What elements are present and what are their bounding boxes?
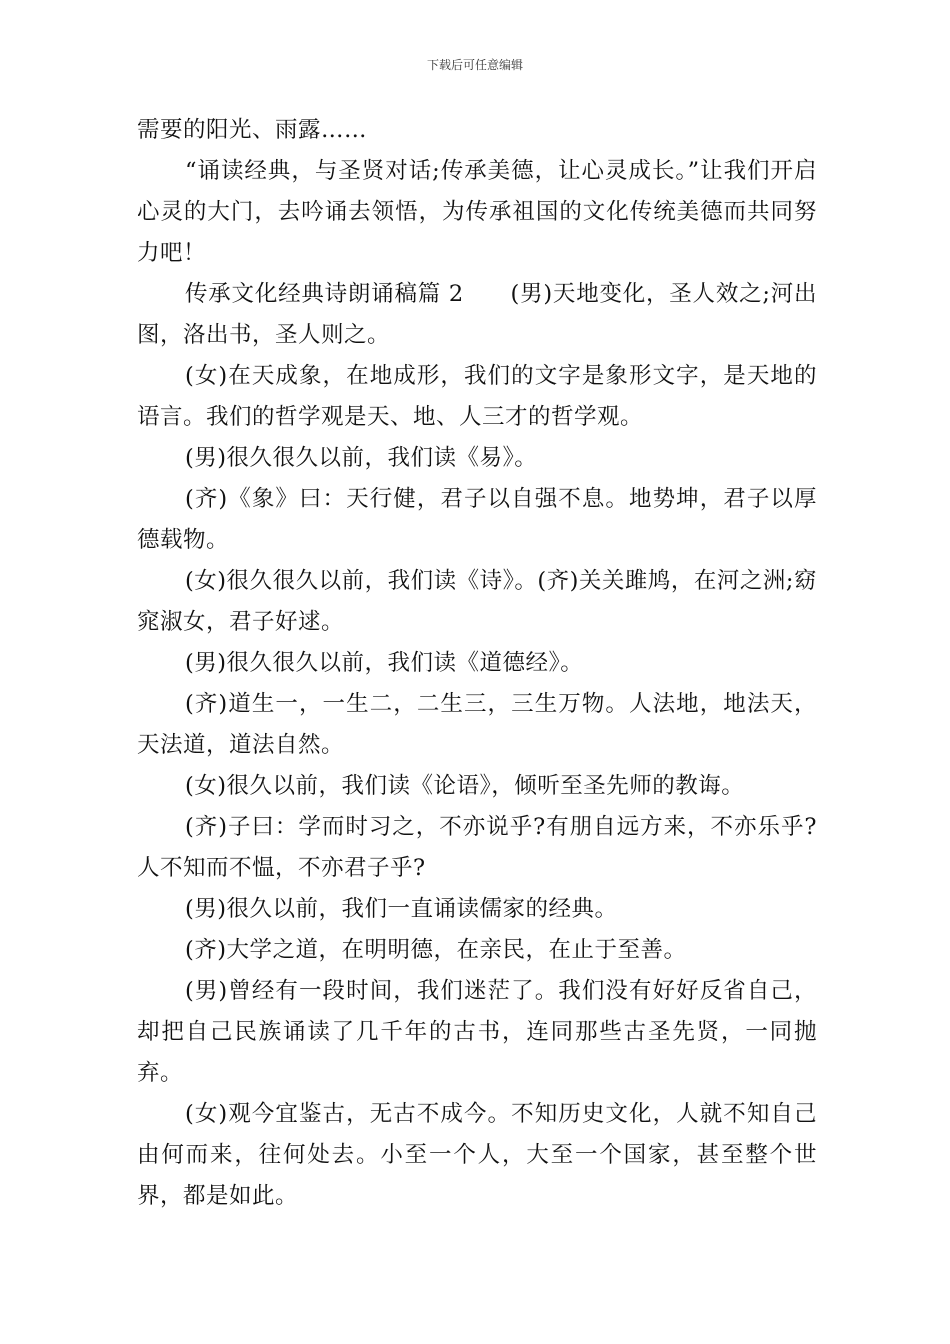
paragraph: (女)很久以前，我们读《论语》，倾听至圣先师的教诲。 [185,773,745,799]
page-header: 下载后可任意编辑 [426,58,523,72]
paragraph: (女)观今宜鉴古，无古不成今。不知历史文化，人就不知自己由何而来，往何处去。小至一个人，大至一个国家，甚至整个世界，都是如此。 [137,1101,817,1209]
document-body [137,110,817,1217]
paragraph: (齐)《象》曰：天行健，君子以自强不息。地势坤，君子以厚德载物。 [137,486,817,553]
paragraph: “诵读经典，与圣贤对话;传承美德，让心灵成长。”让我们开启心灵的大门，去吟诵去领悟，为传承祖国的文化传统美德而共同努力吧！ [137,158,817,266]
paragraph: (男)很久很久以前，我们读《道德经》。 [185,650,584,676]
paragraph: (女)在天成象，在地成形，我们的文字是象形文字，是天地的语言。我们的哲学观是天、地、人三才的哲学观。 [137,363,817,430]
paragraph: (男)曾经有一段时间，我们迷茫了。我们没有好好反省自己，却把自己民族诵读了几千年的古书，连同那些古圣先贤，一同抛弃。 [137,978,817,1086]
paragraph: (男)很久很久以前，我们读《易》。 [185,445,538,471]
paragraph: (女)很久很久以前，我们读《诗》。(齐)关关雎鸠，在河之洲;窈窕淑女，君子好逑。 [137,568,817,635]
paragraph: (齐)大学之道，在明明德，在亲民，在止于至善。 [185,937,687,963]
paragraph: (齐)子曰：学而时习之，不亦说乎?有朋自远方来，不亦乐乎?人不知而不愠，不亦君子乎? [137,814,817,881]
paragraph: 传承文化经典诗朗诵稿篇 2 (男)天地变化，圣人效之;河出图，洛出书，圣人则之。 [137,281,817,348]
paragraph: (齐)道生一，一生二，二生三，三生万物。人法地，地法天，天法道，道法自然。 [137,691,817,758]
paragraph: (男)很久以前，我们一直诵读儒家的经典。 [185,896,618,922]
paragraph: 需要的阳光、雨露…… [137,117,368,143]
